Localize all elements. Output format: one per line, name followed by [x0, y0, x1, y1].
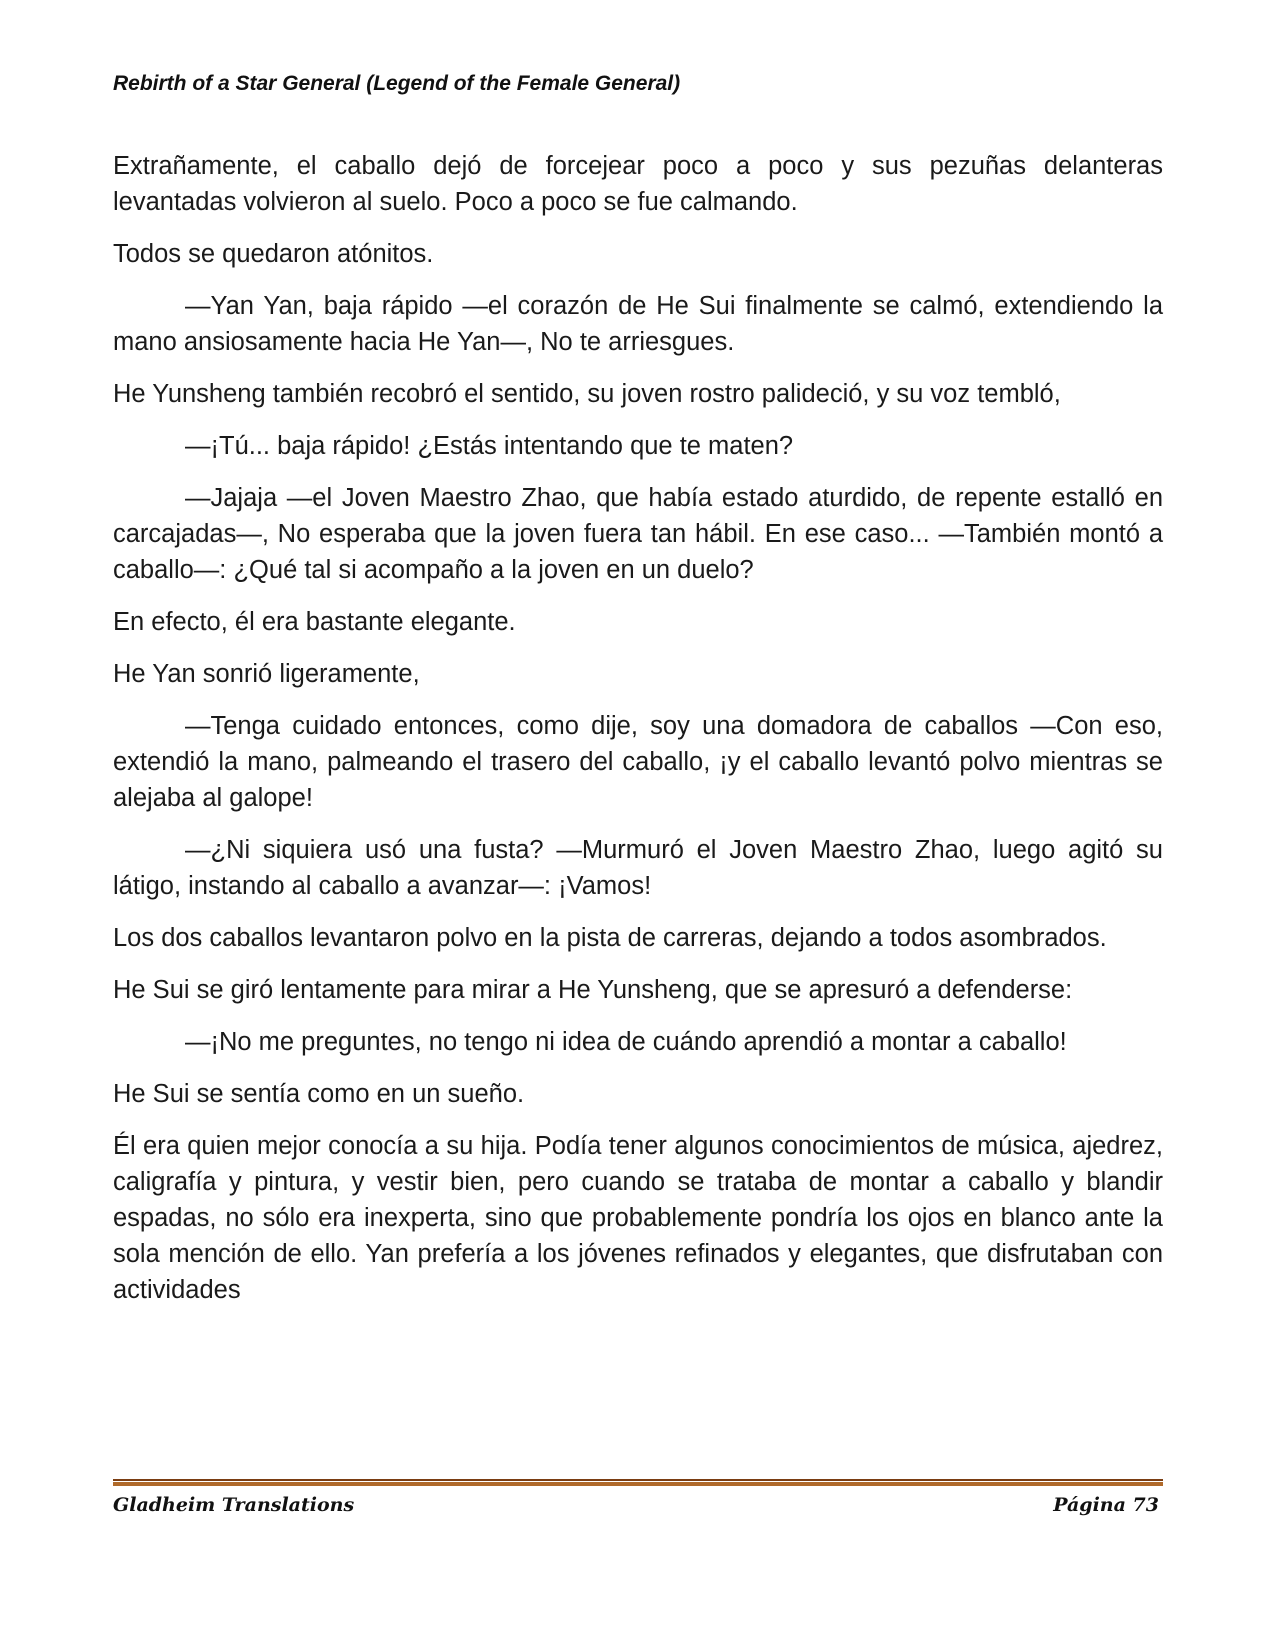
dialogue-paragraph: —Tenga cuidado entonces, como dije, soy una domadora de caballos —Con eso, extendió la mano, palmeando el trasero del caballo, ¡y el caballo levantó polvo mientras se alejaba al galope!	[113, 712, 1163, 812]
paragraph: He Yunsheng también recobró el sentido, su joven rostro palideció, y su voz tembló,	[113, 380, 1061, 408]
page-footer	[113, 1494, 1159, 1516]
paragraph: He Sui se giró lentamente para mirar a He Yunsheng, que se apresuró a defenderse:	[113, 976, 1073, 1004]
footer-divider	[113, 1479, 1163, 1487]
paragraph: Todos se quedaron atónitos.	[113, 240, 434, 268]
dialogue-paragraph: —¡No me preguntes, no tengo ni idea de cuándo aprendió a montar a caballo!	[185, 1028, 1067, 1056]
paragraph: Los dos caballos levantaron polvo en la pista de carreras, dejando a todos asombrados.	[113, 924, 1107, 952]
dialogue-paragraph: —Jajaja —el Joven Maestro Zhao, que había estado aturdido, de repente estalló en carcajadas—, No esperaba que la joven fuera tan hábil. En ese caso... —También montó a caballo—: ¿Qué tal si acompaño a la joven en un duelo?	[113, 484, 1163, 584]
dialogue-paragraph: —Yan Yan, baja rápido —el corazón de He Sui finalmente se calmó, extendiendo la mano ansiosamente hacia He Yan—, No te arriesgues.	[113, 292, 1163, 356]
paragraph: He Yan sonrió ligeramente,	[113, 660, 420, 688]
dialogue-paragraph: —¡Tú... baja rápido! ¿Estás intentando que te maten?	[185, 432, 794, 460]
page-header-title: Rebirth of a Star General (Legend of the Female General)	[113, 72, 681, 95]
paragraph: He Sui se sentía como en un sueño.	[113, 1080, 525, 1108]
page-number: Página 73	[1053, 1494, 1159, 1516]
paragraph: En efecto, él era bastante elegante.	[113, 608, 516, 636]
paragraph: Él era quien mejor conocía a su hija. Podía tener algunos conocimientos de música, ajedrez, caligrafía y pintura, y vestir bien, pero cuando se trataba de montar a caballo y blandir espadas, no sólo era inexperta, sino que probablemente pondría los ojos en blanco ante la sola mención de ello. Yan prefería a los jóvenes refinados y elegantes, que disfrutaban con actividades	[113, 1132, 1163, 1304]
footer-divider-light-line	[113, 1482, 1163, 1486]
footer-publisher: Gladheim Translations	[113, 1494, 355, 1516]
paragraph: Extrañamente, el caballo dejó de forcejear poco a poco y sus pezuñas delanteras levantadas volvieron al suelo. Poco a poco se fue calmando.	[113, 152, 1163, 216]
dialogue-paragraph: —¿Ni siquiera usó una fusta? —Murmuró el Joven Maestro Zhao, luego agitó su látigo, instando al caballo a avanzar—: ¡Vamos!	[113, 836, 1163, 900]
chapter-body	[113, 148, 1163, 1308]
